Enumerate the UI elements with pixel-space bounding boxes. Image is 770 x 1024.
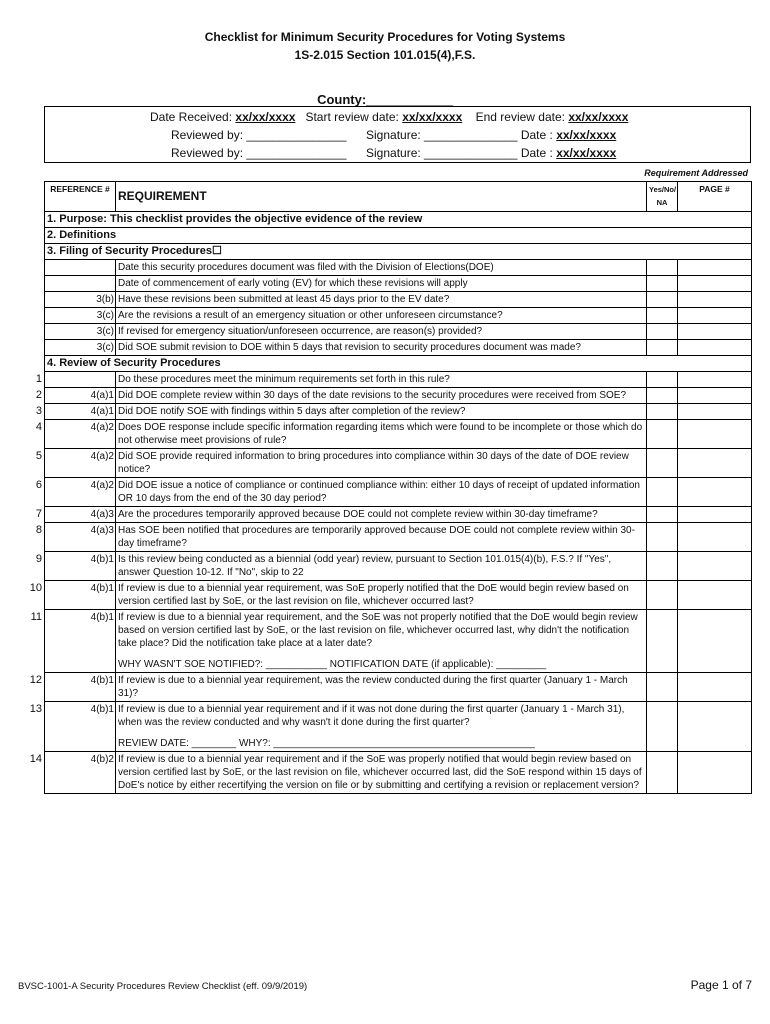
table-row — [45, 292, 752, 308]
yes-no-cell[interactable] — [647, 449, 678, 478]
requirement-cell — [116, 340, 647, 356]
table-row — [45, 260, 752, 276]
yes-no-cell[interactable] — [647, 610, 678, 673]
table-row — [45, 404, 752, 420]
page-cell[interactable] — [678, 308, 752, 324]
yes-no-cell[interactable] — [647, 292, 678, 308]
county-label: County:____________ — [317, 92, 453, 107]
reference-cell: 3(c) — [45, 340, 116, 356]
reference-cell: 4(b)1 — [45, 610, 116, 673]
yes-no-cell[interactable] — [647, 552, 678, 581]
yes-no-cell[interactable] — [647, 702, 678, 752]
section-1-heading: 1. Purpose: This checklist provides the objective evidence of the review — [45, 212, 752, 228]
page-cell[interactable] — [678, 276, 752, 292]
dates-line — [150, 110, 628, 124]
requirement-cell — [116, 292, 647, 308]
requirement-cell — [116, 673, 647, 702]
checklist-table — [44, 181, 752, 794]
page-header: PAGE # — [678, 182, 752, 212]
row-number: 8 — [35, 523, 42, 536]
requirement-text: If review is due to a biennial year requirement, was SoE properly notified that the DoE would begin review based on version certified last by SoE, or the last revision on file, whichever occurred last? — [118, 583, 629, 607]
requirement-cell — [116, 581, 647, 610]
page-cell[interactable] — [678, 523, 752, 552]
requirement-addressed-label: Requirement Addressed — [644, 168, 748, 178]
requirement-text: Are the revisions a result of an emergency situation or other unforeseen circumstance? — [118, 310, 503, 321]
page-cell[interactable] — [678, 752, 752, 794]
form-id: BVSC-1001-A Security Procedures Review Checklist (eff. 09/9/2019) — [18, 981, 308, 992]
page-cell[interactable] — [678, 449, 752, 478]
table-row — [45, 581, 752, 610]
reference-cell: 4(a)3 — [45, 523, 116, 552]
yes-no-header: Yes/No/ NA — [647, 182, 678, 212]
page-cell[interactable] — [678, 324, 752, 340]
reference-cell: 4(b)1 — [45, 673, 116, 702]
page-cell[interactable] — [678, 610, 752, 673]
row-number: 3 — [35, 404, 42, 417]
yes-no-cell[interactable] — [647, 324, 678, 340]
requirement-cell — [116, 478, 647, 507]
reviewer-1-line — [171, 128, 346, 142]
table-row — [45, 673, 752, 702]
reference-cell: 4(a)2 — [45, 478, 116, 507]
reference-cell: 3(c) — [45, 324, 116, 340]
signature-1-line — [366, 128, 616, 142]
signature-2-line — [366, 146, 616, 160]
row-number: 9 — [35, 552, 42, 565]
requirement-text: Has SOE been notified that procedures are temporarily approved because DOE could not complete review within 30-day timeframe? — [118, 525, 635, 549]
requirement-text: Did DOE complete review within 30 days of the date revisions to the security procedures were received from SOE? — [118, 390, 627, 401]
table-row — [45, 372, 752, 388]
yes-no-cell[interactable] — [647, 260, 678, 276]
row-number: 12 — [29, 673, 42, 686]
requirement-cell — [116, 507, 647, 523]
table-row — [45, 308, 752, 324]
reference-cell: 4(b)1 — [45, 552, 116, 581]
requirement-text: Did SOE provide required information to bring procedures into compliance within 30 days of the date of DOE review notice? — [118, 451, 629, 475]
start-review-label: Start review date: — [305, 110, 399, 124]
date-2-value[interactable]: xx/xx/xxxx — [556, 146, 617, 160]
page-cell[interactable] — [678, 404, 752, 420]
reference-cell: 4(b)1 — [45, 581, 116, 610]
yes-no-cell[interactable] — [647, 372, 678, 388]
page-cell[interactable] — [678, 292, 752, 308]
requirement-text: Date this security procedures document was filed with the Division of Elections(DOE) — [118, 262, 494, 273]
reference-header: REFERENCE # — [45, 182, 116, 212]
row-number: 10 — [29, 581, 42, 594]
requirement-text: Does DOE response include specific information regarding items which were found to be incomplete or those which do not otherwise meet provisions of rule? — [118, 422, 643, 446]
requirement-cell — [116, 276, 647, 292]
requirement-text: If review is due to a biennial year requirement and if it was not done during the first quarter (January 1 - March 31), when was the review conducted and why wasn't it done during the first quarter? — [118, 704, 625, 728]
yes-no-cell[interactable] — [647, 752, 678, 794]
page-cell[interactable] — [678, 372, 752, 388]
reference-cell: 4(b)2 — [45, 752, 116, 794]
end-review-label: End review date: — [475, 110, 565, 124]
requirement-cell — [116, 260, 647, 276]
page-cell[interactable] — [678, 673, 752, 702]
table-row — [45, 702, 752, 752]
table-row — [45, 610, 752, 673]
date-1-value[interactable]: xx/xx/xxxx — [556, 128, 617, 142]
reference-cell: 4(a)1 — [45, 404, 116, 420]
reference-cell: 4(a)3 — [45, 507, 116, 523]
row-number: 2 — [35, 388, 42, 401]
yes-no-cell[interactable] — [647, 308, 678, 324]
page-cell[interactable] — [678, 260, 752, 276]
yes-no-cell[interactable] — [647, 581, 678, 610]
requirement-text: If review is due to a biennial year requirement, was the review conducted during the first quarter (January 1 - March 31)? — [118, 675, 628, 699]
row-number: 4 — [35, 420, 42, 433]
table-row — [45, 340, 752, 356]
yes-no-cell[interactable] — [647, 388, 678, 404]
requirement-text: Is this review being conducted as a biennial (odd year) review, pursuant to Section 101.015(4)(b), F.S.? If "Yes", answer Question 10-12. If "No", skip to 22 — [118, 554, 612, 578]
requirement-text: Did DOE notify SOE with findings within 5 days after completion of the review? — [118, 406, 466, 417]
requirement-text: Did SOE submit revision to DOE within 5 days that revision to security procedures document was made? — [118, 342, 581, 353]
page-cell[interactable] — [678, 581, 752, 610]
section-4-heading: 4. Review of Security Procedures — [45, 356, 752, 372]
requirement-cell — [116, 388, 647, 404]
requirement-cell — [116, 523, 647, 552]
table-row — [45, 478, 752, 507]
requirement-cell — [116, 420, 647, 449]
page-cell[interactable] — [678, 478, 752, 507]
requirement-header: REQUIREMENT — [116, 182, 647, 212]
row-number: 6 — [35, 478, 42, 491]
page-cell[interactable] — [678, 420, 752, 449]
page-cell[interactable] — [678, 507, 752, 523]
page-cell[interactable] — [678, 340, 752, 356]
reference-cell — [45, 372, 116, 388]
table-row — [45, 276, 752, 292]
yes-no-cell[interactable] — [647, 507, 678, 523]
yes-no-cell[interactable] — [647, 420, 678, 449]
table-row — [45, 420, 752, 449]
signature-1[interactable]: Signature: ______________ — [366, 128, 518, 142]
reviewed-by-1[interactable]: Reviewed by: _______________ — [171, 128, 347, 142]
requirement-cell — [116, 404, 647, 420]
end-review-value[interactable]: xx/xx/xxxx — [568, 110, 629, 124]
signature-2[interactable]: Signature: ______________ — [366, 146, 518, 160]
yes-no-cell[interactable] — [647, 523, 678, 552]
yes-no-cell[interactable] — [647, 404, 678, 420]
requirement-cell — [116, 372, 647, 388]
start-review-value[interactable]: xx/xx/xxxx — [402, 110, 463, 124]
table-row — [45, 324, 752, 340]
yes-no-cell[interactable] — [647, 478, 678, 507]
requirement-cell — [116, 752, 647, 794]
table-row — [45, 523, 752, 552]
section-3-heading: 3. Filing of Security Procedures☐ — [45, 244, 752, 260]
row-number: 7 — [35, 507, 42, 520]
requirement-text: If review is due to a biennial year requirement, and the SoE was not properly notified that the DoE would begin review based on version certified last by SoE, or the last revision on file, whichever occurred last, why didn't the notification take place? Did the notification take place at a later date? — [118, 612, 638, 649]
reviewed-by-2[interactable]: Reviewed by: _______________ — [171, 146, 347, 160]
reference-cell: 3(b) — [45, 292, 116, 308]
requirement-cell — [116, 324, 647, 340]
document-title: Checklist for Minimum Security Procedures for Voting Systems — [204, 30, 566, 44]
requirement-text: Did DOE issue a notice of compliance or continued compliance within: either 10 days of receipt of updated information OR 10 days from the end of the 30 day period? — [118, 480, 640, 504]
reviewer-2-line — [171, 146, 346, 160]
table-row — [45, 449, 752, 478]
requirement-cell — [116, 702, 647, 752]
reference-cell — [45, 260, 116, 276]
reference-cell: 4(a)2 — [45, 420, 116, 449]
reference-cell: 3(c) — [45, 308, 116, 324]
page-cell[interactable] — [678, 552, 752, 581]
requirement-cell — [116, 552, 647, 581]
row-number: 13 — [29, 702, 42, 715]
requirement-text: Date of commencement of early voting (EV) for which these revisions will apply — [118, 278, 468, 289]
date-received-label: Date Received: — [150, 110, 233, 124]
yes-no-cell[interactable] — [647, 340, 678, 356]
page-cell[interactable] — [678, 388, 752, 404]
table-row — [45, 507, 752, 523]
review-info-box — [44, 106, 751, 163]
reference-cell — [45, 276, 116, 292]
reference-cell: 4(b)1 — [45, 702, 116, 752]
row-number: 14 — [29, 752, 42, 765]
fill-in-line[interactable]: REVIEW DATE: ________ WHY?: _______________________________________________ — [118, 738, 535, 749]
document-subtitle: 1S-2.015 Section 101.015(4),F.S. — [294, 48, 476, 62]
yes-no-cell[interactable] — [647, 276, 678, 292]
section-2-heading: 2. Definitions — [45, 228, 752, 244]
row-number: 11 — [30, 610, 42, 623]
reference-cell: 4(a)2 — [45, 449, 116, 478]
date-2-label: Date : — [520, 146, 553, 160]
requirement-text: Have these revisions been submitted at least 45 days prior to the EV date? — [118, 294, 450, 305]
fill-in-line[interactable]: WHY WASN'T SOE NOTIFIED?: ___________ NOTIFICATION DATE (if applicable): _________ — [118, 659, 547, 670]
requirement-cell — [116, 449, 647, 478]
row-number: 5 — [35, 449, 42, 462]
yes-no-cell[interactable] — [647, 673, 678, 702]
table-row — [45, 388, 752, 404]
page-number: Page 1 of 7 — [690, 978, 752, 992]
requirement-cell — [116, 610, 647, 673]
date-1-label: Date : — [520, 128, 553, 142]
table-row — [45, 752, 752, 794]
requirement-text: Do these procedures meet the minimum requirements set forth in this rule? — [118, 374, 450, 385]
requirement-cell — [116, 308, 647, 324]
date-received-value[interactable]: xx/xx/xxxx — [235, 110, 296, 124]
requirement-text: If revised for emergency situation/unforeseen occurrence, are reason(s) provided? — [118, 326, 483, 337]
requirement-text: Are the procedures temporarily approved because DOE could not complete review within 30-day timeframe? — [118, 509, 598, 520]
page-cell[interactable] — [678, 702, 752, 752]
reference-cell: 4(a)1 — [45, 388, 116, 404]
table-row — [45, 552, 752, 581]
requirement-text: If review is due to a biennial year requirement and if the SoE was properly notified that would begin review based on version certified last by SoE, or the last revision on file, whichever occurred last, did the SoE respond within 15 days of DoE's notice by either recertifying the version on file or by submitting and certifying a revision or replacement version? — [118, 754, 642, 791]
row-number: 1 — [35, 372, 42, 385]
